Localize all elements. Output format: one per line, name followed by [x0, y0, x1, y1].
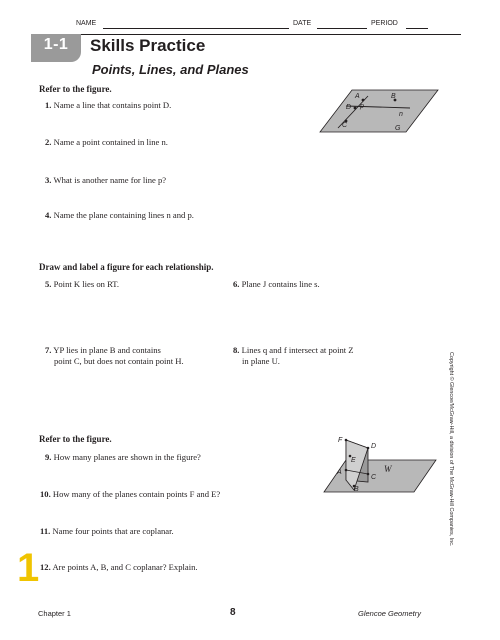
footer-page-number: 8: [230, 607, 236, 618]
question-10-text: How many of the planes contain points F and E?: [52, 489, 221, 499]
figure2-label-c: C: [371, 474, 377, 481]
figure1-label-g: G: [395, 125, 401, 132]
question-2: 2. Name a point contained in line n.: [45, 137, 168, 147]
question-6-text: Plane J contains line s.: [241, 279, 320, 289]
figure-plane-lines: [318, 86, 440, 136]
figure1-label-d: D: [346, 104, 352, 111]
question-1-text: Name a line that contains point D.: [53, 100, 172, 110]
question-9: 9. How many planes are shown in the figure?: [45, 452, 201, 462]
question-2-text: Name a point contained in line n.: [53, 137, 168, 147]
copyright-notice: Copyright © Glencoe/McGraw-Hill, a division of The McGraw-Hill Companies, Inc.: [448, 352, 454, 547]
section1-heading: Refer to the figure.: [39, 84, 112, 94]
question-3-text: What is another name for line p?: [53, 175, 167, 185]
question-9-text: How many planes are shown in the figure?: [53, 452, 201, 462]
footer-book-title: Glencoe Geometry: [358, 609, 421, 618]
question-7-text-line2: point C, but does not contain point H.: [54, 356, 184, 366]
name-field[interactable]: [103, 28, 289, 29]
question-3: 3. What is another name for line p?: [45, 175, 167, 185]
question-5: 5. Point K lies on RT.: [45, 279, 120, 289]
date-label: DATE: [293, 20, 312, 27]
page-subtitle: Points, Lines, and Planes: [92, 62, 249, 77]
figure2-label-d: D: [371, 443, 377, 450]
question-10: 10. How many of the planes contain points F and E?: [40, 489, 221, 499]
question-7: 7. YP lies in plane B and contains point C, but does not contain point H.: [45, 345, 184, 366]
lesson-number: 1-1: [43, 36, 69, 53]
section2-heading: Draw and label a figure for each relationship.: [39, 262, 214, 272]
period-label: PERIOD: [371, 20, 398, 27]
figure1-label-n: n: [399, 111, 403, 118]
figure2-label-b: B: [354, 486, 359, 493]
question-5-text: Point K lies on RT.: [53, 279, 120, 289]
figure1-label-p: p: [360, 103, 364, 110]
figure-intersecting-planes: [322, 434, 438, 496]
figure2-label-w: W: [384, 464, 392, 474]
overlay-digit: 1: [17, 546, 40, 590]
figure1-label-c: C: [342, 122, 348, 129]
period-field[interactable]: [406, 28, 428, 29]
question-8: 8. Lines q and f intersect at point Z in plane U.: [233, 345, 354, 366]
figure2-label-a: A: [337, 469, 342, 476]
figure2-label-f: F: [338, 437, 343, 444]
section3-heading: Refer to the figure.: [39, 434, 112, 444]
question-12-text: Are points A, B, and C coplanar? Explain.: [52, 562, 198, 572]
name-label: NAME: [76, 20, 97, 27]
figure2-label-e: E: [351, 457, 356, 464]
question-1: 1. Name a line that contains point D.: [45, 100, 172, 110]
footer-chapter: Chapter 1: [38, 609, 71, 618]
figure1-label-a: A: [355, 93, 360, 100]
question-12: 12. Are points A, B, and C coplanar? Explain.: [40, 562, 198, 572]
question-7-text-line1: YP lies in plane B and contains: [53, 345, 161, 355]
question-6: 6. Plane J contains line s.: [233, 279, 320, 289]
figure1-label-b: B: [391, 93, 396, 100]
question-11: 11. Name four points that are coplanar.: [40, 526, 174, 536]
question-11-text: Name four points that are coplanar.: [52, 526, 174, 536]
date-field[interactable]: [317, 28, 367, 29]
page-title: Skills Practice: [90, 36, 206, 55]
question-4: 4. Name the plane containing lines n and p.: [45, 210, 194, 220]
question-8-text-line1: Lines q and f intersect at point Z: [241, 345, 354, 355]
figure1-plane: [320, 90, 438, 132]
figure2-plane-w: [324, 460, 436, 492]
question-8-text-line2: in plane U.: [242, 356, 280, 366]
question-4-text: Name the plane containing lines n and p.: [53, 210, 194, 220]
title-rule: [81, 34, 461, 35]
